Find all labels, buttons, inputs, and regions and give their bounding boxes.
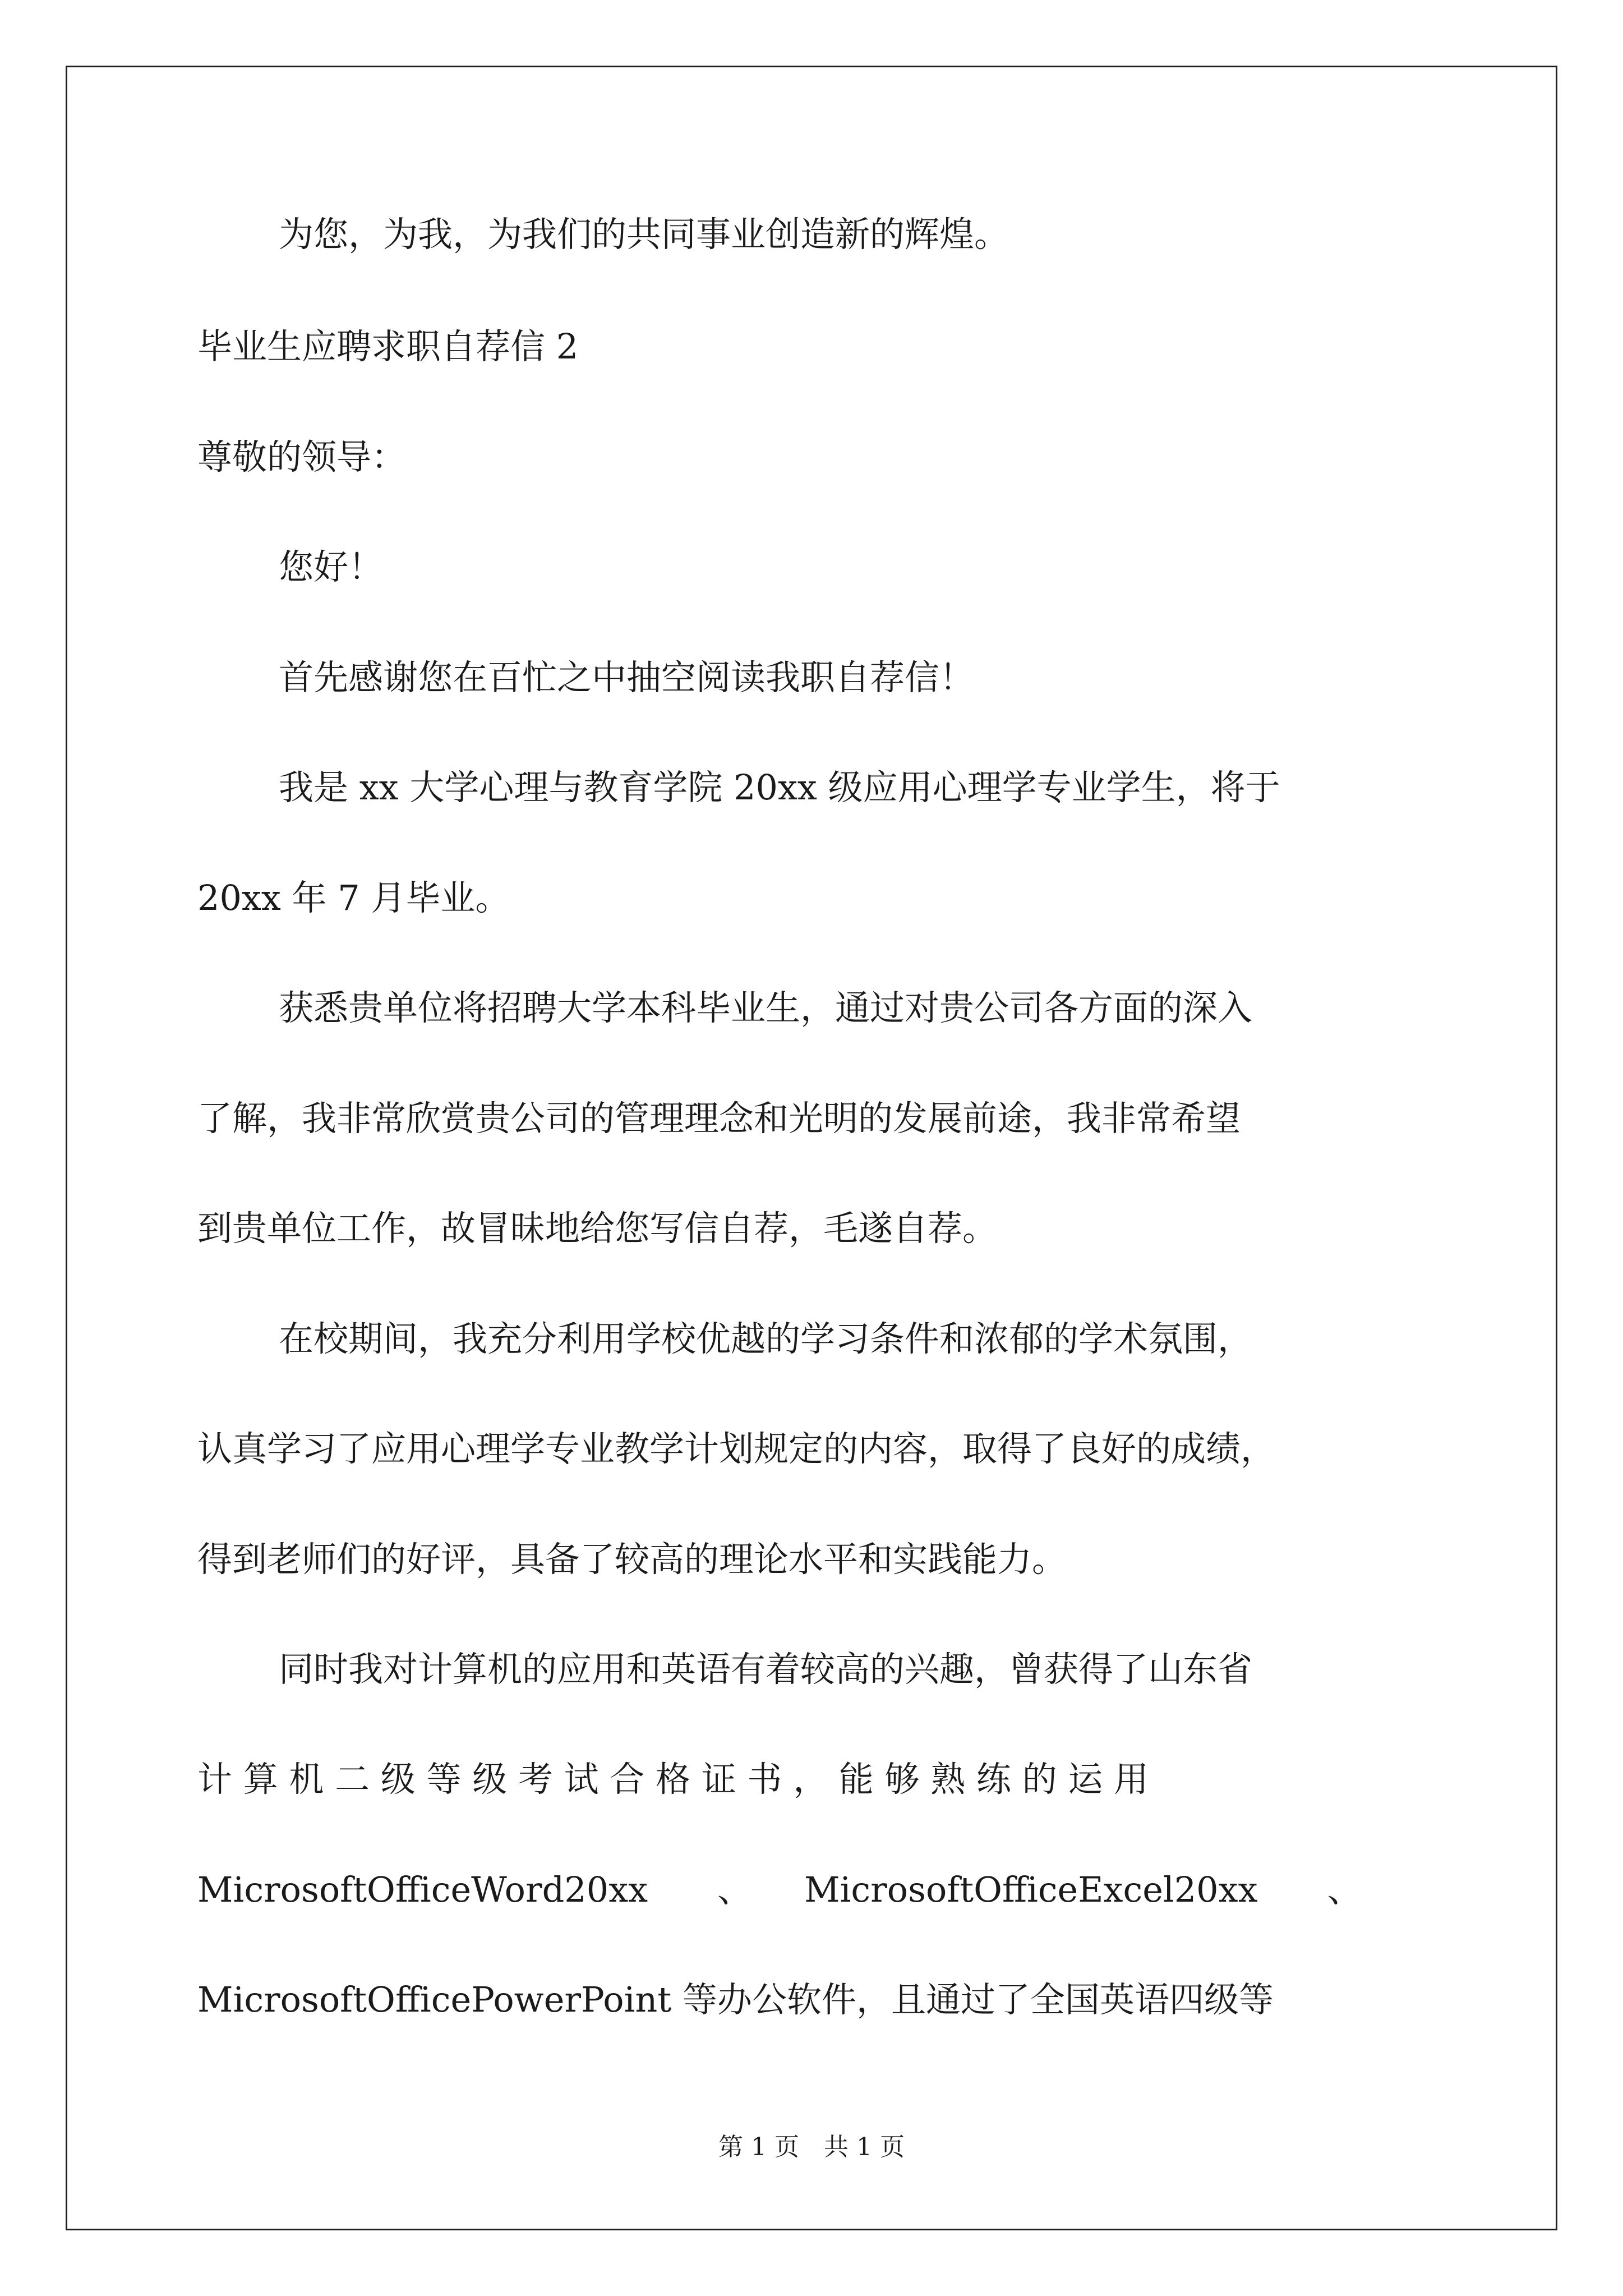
salutation: 尊敬的领导： (197, 436, 407, 477)
paragraph-line: 到贵单位工作，故冒昧地给您写信自荐，毛遂自荐。 (197, 1208, 998, 1249)
paragraph-line: 认真学习了应用心理学专业教学计划规定的内容，取得了良好的成绩， (197, 1428, 1276, 1469)
paragraph-line: MicrosoftOfficeWord20xx 、 MicrosoftOfficeExcel20xx 、 (197, 1869, 1362, 1910)
paragraph-line: MicrosoftOfficePowerPoint 等办公软件，且通过了全国英语四级等 (197, 1979, 1274, 2020)
greeting: 您好！ (279, 546, 384, 587)
paragraph-line: 20xx 年 7 月毕业。 (197, 877, 510, 918)
paragraph-line: 同时我对计算机的应用和英语有着较高的兴趣，曾获得了山东省 (279, 1649, 1253, 1690)
paragraph-line: 首先感谢您在百忙之中抽空阅读我职自荐信！ (279, 657, 975, 698)
paragraph-line: 计 算 机 二 级 等 级 考 试 合 格 证 书 ， 能 够 熟 练 的 运 用 (197, 1759, 1149, 1800)
paragraph-line: 为您，为我，为我们的共同事业创造新的辉煌。 (279, 214, 1009, 255)
section-heading: 毕业生应聘求职自荐信 2 (197, 326, 579, 367)
page-number-footer: 第 1 页 共 1 页 (718, 2133, 905, 2161)
paragraph-line: 得到老师们的好评，具备了较高的理论水平和实践能力。 (197, 1539, 1067, 1580)
paragraph-line: 我是 xx 大学心理与教育学院 20xx 级应用心理学专业学生，将于 (279, 767, 1280, 808)
paragraph-line: 了解，我非常欣赏贵公司的管理理念和光明的发展前途，我非常希望 (197, 1098, 1241, 1139)
paragraph-line: 获悉贵单位将招聘大学本科毕业生，通过对贵公司各方面的深入 (279, 987, 1253, 1028)
paragraph-line: 在校期间，我充分利用学校优越的学习条件和浓郁的学术氛围， (279, 1318, 1253, 1359)
